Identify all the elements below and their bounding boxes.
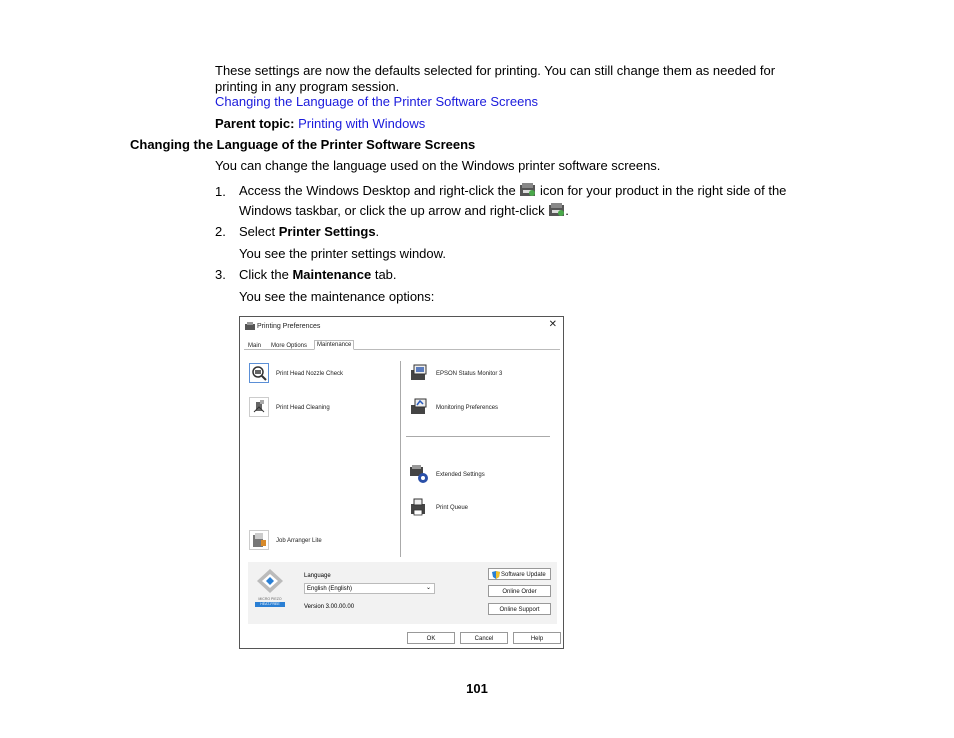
extended-settings-label: Extended Settings xyxy=(436,472,485,478)
step-3-bold: Maintenance xyxy=(292,267,372,282)
step-1-text-d: . xyxy=(565,203,569,218)
page-number: 101 xyxy=(466,681,488,696)
step-1-text-b: icon for your product in the right side of the xyxy=(539,183,787,198)
step-3-number: 3. xyxy=(215,267,226,282)
cancel-button[interactable]: Cancel xyxy=(460,632,508,644)
software-update-button[interactable] xyxy=(488,568,551,580)
online-support-button[interactable]: Online Support xyxy=(488,603,551,615)
step-3-text-a: Click the xyxy=(239,267,293,282)
head-cleaning-label: Print Head Cleaning xyxy=(276,405,330,411)
language-select[interactable] xyxy=(304,583,435,594)
help-button[interactable]: Help xyxy=(513,632,561,644)
step-1-number: 1. xyxy=(215,184,226,199)
step-2-result: You see the printer settings window. xyxy=(239,246,446,261)
close-icon[interactable]: ✕ xyxy=(548,319,557,330)
language-value: English (English) xyxy=(307,586,353,592)
tab-maintenance[interactable]: Maintenance xyxy=(314,340,354,350)
step-1-text-a: Access the Windows Desktop and right-click the xyxy=(239,183,516,198)
step-3-text xyxy=(239,267,397,283)
bottom-panel xyxy=(248,562,557,624)
nozzle-check-icon xyxy=(249,363,269,383)
parent-topic xyxy=(215,116,425,132)
printer-tray-icon xyxy=(548,202,565,218)
language-label: Language xyxy=(304,573,331,579)
online-order-button[interactable]: Online Order xyxy=(488,585,551,597)
software-update-label: Software Update xyxy=(501,572,546,578)
job-arranger-icon xyxy=(249,530,269,550)
tab-main[interactable]: Main xyxy=(248,343,262,349)
intro-line-2: printing in any program session. xyxy=(215,79,400,94)
step-1-text-c: Windows taskbar, or click the up arrow and right-click xyxy=(239,203,545,218)
step-3-text-c: tab. xyxy=(371,267,397,282)
nozzle-check-label: Print Head Nozzle Check xyxy=(276,371,344,377)
intro-paragraph xyxy=(215,63,775,95)
micro-piezo-logo xyxy=(255,568,285,608)
step-1-text xyxy=(239,181,799,221)
version-text: Version 3.00.00.00 xyxy=(304,604,355,610)
logo-text-1: MICRO PIEZO xyxy=(258,597,282,601)
print-queue-icon xyxy=(409,497,429,517)
intro-line-1: These settings are now the defaults selected for printing. You can still change them as needed for xyxy=(215,63,776,78)
section-lead: You can change the language used on the Windows printer software screens. xyxy=(215,158,661,173)
extended-settings-icon xyxy=(409,464,429,484)
shield-icon xyxy=(492,571,500,582)
parent-topic-label: Parent topic: xyxy=(215,116,295,131)
status-monitor-label: EPSON Status Monitor 3 xyxy=(436,371,503,377)
printing-preferences-dialog xyxy=(239,316,564,649)
logo-text-2: HEAT-FREE xyxy=(255,602,285,607)
status-monitor-icon xyxy=(409,363,429,383)
step-3-result: You see the maintenance options: xyxy=(239,289,435,304)
parent-topic-link[interactable]: Printing with Windows xyxy=(298,116,426,131)
ok-button[interactable]: OK xyxy=(407,632,455,644)
job-arranger-label: Job Arranger Lite xyxy=(276,538,322,544)
step-2-bold: Printer Settings xyxy=(278,224,376,239)
printer-icon xyxy=(245,322,255,334)
step-2-text-c: . xyxy=(375,224,380,239)
printer-tray-icon xyxy=(519,182,536,198)
column-divider xyxy=(400,361,401,557)
section-divider xyxy=(406,436,550,437)
monitoring-preferences-icon xyxy=(409,397,429,417)
print-queue-label: Print Queue xyxy=(436,505,469,511)
step-2-text xyxy=(239,224,379,240)
head-cleaning-icon xyxy=(249,397,269,417)
step-2-number: 2. xyxy=(215,224,226,239)
step-2-text-a: Select xyxy=(239,224,279,239)
chevron-down-icon: ⌄ xyxy=(425,585,431,591)
section-heading: Changing the Language of the Printer Software Screens xyxy=(130,137,476,152)
related-topic-link[interactable]: Changing the Language of the Printer Software Screens xyxy=(215,94,539,109)
dialog-title: Printing Preferences xyxy=(257,323,321,330)
tab-more-options[interactable]: More Options xyxy=(271,343,308,349)
monitoring-preferences-label: Monitoring Preferences xyxy=(436,405,499,411)
tab-bar xyxy=(244,339,560,350)
